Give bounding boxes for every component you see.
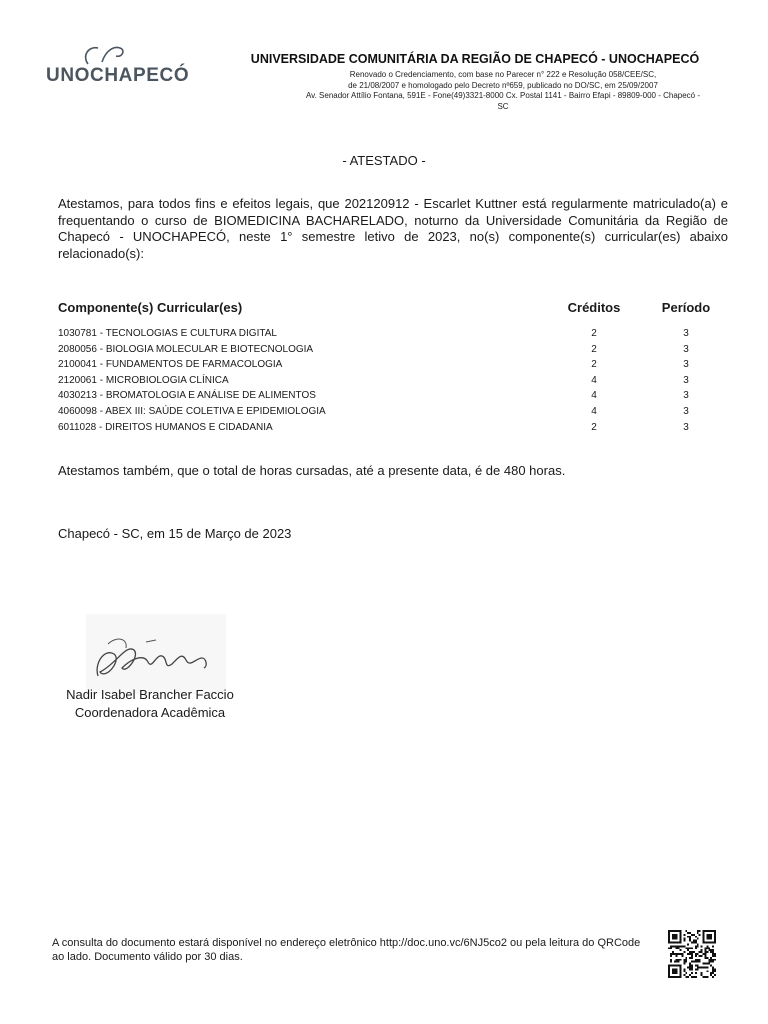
address-line: SC bbox=[497, 101, 509, 111]
handwritten-signature bbox=[86, 614, 226, 694]
component-period: 3 bbox=[683, 390, 689, 402]
component-name: 2080056 - BIOLOGIA MOLECULAR E BIOTECNOLOGIA bbox=[58, 343, 314, 355]
component-period: 3 bbox=[683, 328, 689, 339]
component-credits: 2 bbox=[591, 328, 597, 339]
component-name: 6011028 - DIREITOS HUMANOS E CIDADANIA bbox=[58, 421, 273, 433]
component-period: 3 bbox=[683, 343, 689, 355]
column-header-credits: Créditos bbox=[567, 300, 621, 315]
component-name: 4030213 - BROMATOLOGIA E ANÁLISE DE ALIMENTOS bbox=[58, 390, 316, 402]
column-header-component: Componente(s) Curricular(es) bbox=[58, 300, 243, 315]
table-row bbox=[58, 342, 738, 358]
table-row bbox=[58, 357, 738, 373]
component-name: 4060098 - ABEX III: SAÚDE COLETIVA E EPIDEMIOLOGIA bbox=[58, 405, 326, 417]
components-table bbox=[58, 326, 738, 435]
city-date: Chapecó - SC, em 15 de Março de 2023 bbox=[58, 526, 292, 541]
component-name: 2120061 - MICROBIOLOGIA CLÍNICA bbox=[58, 374, 229, 386]
component-credits: 2 bbox=[591, 421, 597, 433]
component-period: 3 bbox=[683, 359, 689, 371]
logo-text: UNOCHAPECÓ bbox=[46, 65, 190, 86]
component-credits: 2 bbox=[591, 343, 597, 355]
component-credits: 4 bbox=[591, 374, 597, 386]
component-period: 3 bbox=[683, 421, 689, 433]
verification-note: A consulta do documento estará disponível no endereço eletrônico http://doc.uno.vc/6NJ5co2 ou pela leitura do QRCode ao lado. Documento válido por 30 dias. bbox=[52, 937, 641, 963]
component-period: 3 bbox=[683, 405, 689, 417]
qr-code-icon[interactable] bbox=[668, 930, 716, 978]
component-period: 3 bbox=[683, 374, 689, 386]
table-row bbox=[58, 388, 738, 404]
table-row bbox=[58, 420, 738, 436]
table-row bbox=[58, 404, 738, 420]
accreditation-line: de 21/08/2007 e homologado pelo Decreto nº659, publicado no DO/SC, em 25/09/2007 bbox=[348, 80, 658, 90]
logo-mark-icon bbox=[80, 44, 140, 66]
component-name: 2100041 - FUNDAMENTOS DE FARMACOLOGIA bbox=[58, 359, 283, 371]
table-row bbox=[58, 373, 738, 389]
university-title: UNIVERSIDADE COMUNITÁRIA DA REGIÃO DE CHAPECÓ - UNOCHAPECÓ bbox=[250, 52, 700, 66]
attestation-paragraph: Atestamos, para todos fins e efeitos legais, que 202120912 - Escarlet Kuttner está regularmente matriculado(a) e frequentando o curso de BIOMEDICINA BACHARELADO, noturno da Universidade Comunitária da Região de Chapecó - UNOCHAPECÓ, neste 1° semestre letivo de 2023, no(s) componente(s) curricular(es) abaixo relacionado(s): bbox=[58, 196, 728, 261]
total-hours-statement: Atestamos também, que o total de horas cursadas, até a presente data, é de 480 horas. bbox=[58, 463, 566, 478]
university-logo bbox=[46, 44, 190, 94]
university-accreditation bbox=[268, 70, 738, 112]
column-header-period: Período bbox=[661, 300, 711, 315]
component-credits: 2 bbox=[591, 359, 597, 371]
signer-role: Coordenadora Acadêmica bbox=[74, 705, 226, 720]
component-credits: 4 bbox=[591, 405, 597, 417]
document-title: - ATESTADO - bbox=[342, 153, 426, 168]
component-name: 1030781 - TECNOLOGIAS E CULTURA DIGITAL bbox=[58, 328, 277, 339]
signer-name: Nadir Isabel Brancher Faccio bbox=[66, 687, 234, 702]
address-line: Av. Senador Attílio Fontana, 591E - Fone(49)3321-8000 Cx. Postal 1141 - Bairro Efapi - 89809-000 - Chapecó - bbox=[305, 91, 700, 100]
component-credits: 4 bbox=[591, 390, 597, 402]
accreditation-line: Renovado o Credenciamento, com base no Parecer n° 222 e Resolução 058/CEE/SC, bbox=[349, 70, 657, 79]
table-row bbox=[58, 326, 738, 342]
